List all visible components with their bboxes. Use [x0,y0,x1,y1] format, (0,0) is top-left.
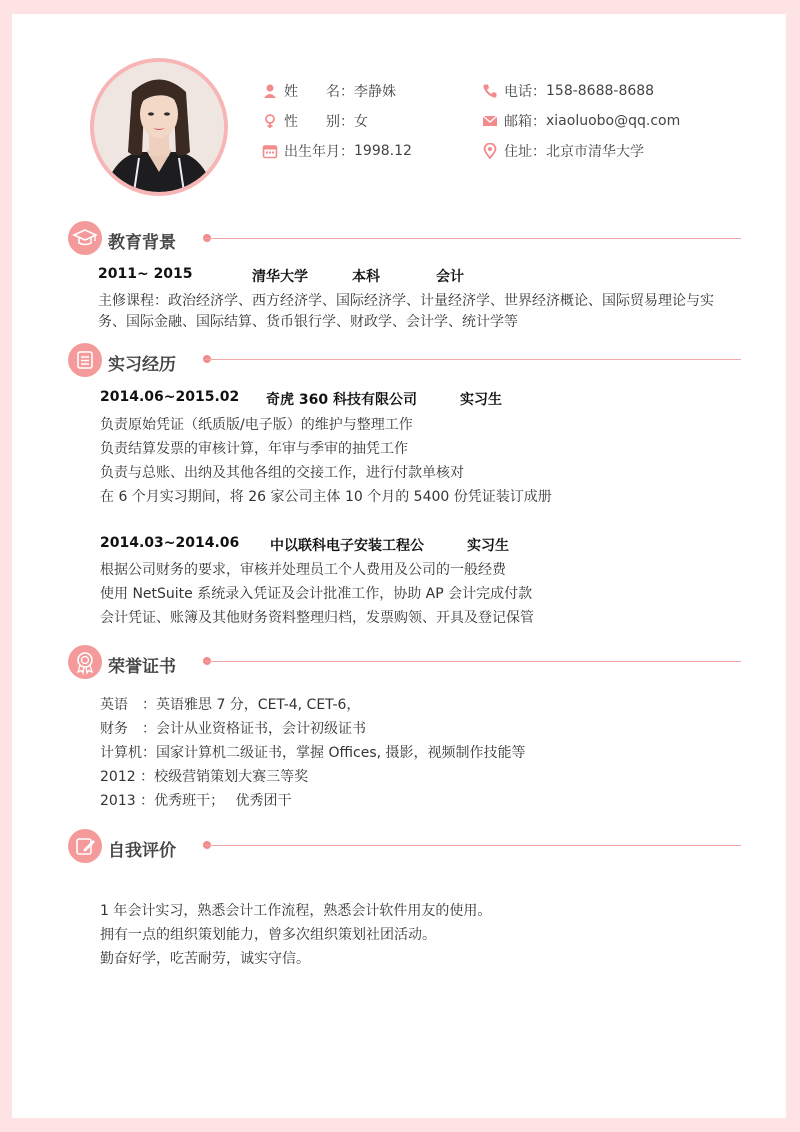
intern1-duty: 负责结算发票的审核计算，年审与季审的抽凭工作 [100,441,408,457]
birth-value: 1998.12 [354,143,412,159]
phone-label: 电话： [504,84,546,100]
honor-label: 计算机： [100,745,156,761]
gender-icon [262,113,278,129]
self-eval-line: 1 年会计实习，熟悉会计工作流程，熟悉会计软件用友的使用。 [100,903,492,919]
section-title-honors: 荣誉证书 [108,657,176,677]
birth-label: 出生年月： [284,144,354,160]
address-label: 住址： [504,144,546,160]
intern2-role: 实习生 [467,538,509,554]
intern2-period: 2014.03~2014.06 [100,535,240,551]
edit-icon [68,829,102,863]
honor-item [100,694,360,714]
self-eval-line: 勤奋好学，吃苦耐劳，诚实守信。 [100,951,310,967]
edu-major: 会计 [436,269,464,285]
name-row [262,81,396,101]
honor-label: 2013 ： [100,793,155,809]
phone-value: 158-8688-8688 [546,83,655,99]
intern1-role: 实习生 [460,392,502,408]
phone-row [482,81,654,101]
calendar-icon [262,143,278,159]
birth-row [262,141,412,161]
intern1-period: 2014.06~2015.02 [100,389,240,405]
section-title-education: 教育背景 [108,233,176,253]
intern1-duty: 负责原始凭证（纸质版/电子版）的维护与整理工作 [100,417,413,433]
honor-label: 财务 ： [100,721,156,737]
honor-item [100,718,366,738]
honor-text: 校级营销策划大赛三等奖 [154,769,309,785]
intern2-duty: 会计凭证、账簿及其他财务资料整理归档，发票购领、开具及登记保管 [100,610,534,626]
gender-row [262,111,368,131]
section-title-self: 自我评价 [108,841,176,861]
address-row [482,141,644,161]
email-label: 邮箱： [504,114,546,130]
honor-label: 2012 ： [100,769,155,785]
intern1-duty: 在 6 个月实习期间，将 26 家公司主体 10 个月的 5400 份凭证装订成册 [100,489,552,505]
section-divider [205,238,741,239]
name-label: 姓 名： [284,84,354,100]
location-icon [482,143,498,159]
honor-item [100,742,526,762]
graduation-cap-icon [68,221,102,255]
person-icon [262,83,278,99]
honor-item [100,766,308,786]
profile-photo [90,58,228,196]
intern1-duty: 负责与总账、出纳及其他各组的交接工作，进行付款单核对 [100,465,464,481]
mail-icon [482,113,498,129]
resume-page [12,14,786,1118]
section-divider [205,359,741,360]
email-value: xiaoluobo@qq.com [546,113,681,129]
edu-period: 2011~ 2015 [98,266,193,282]
edu-courses-line1: 主修课程：政治经济学、西方经济学、国际经济学、计量经济学、世界经济概论、国际贸易理论与实 [98,293,714,309]
self-eval-line: 拥有一点的组织策划能力，曾多次组织策划社团活动。 [100,927,436,943]
name-value: 李静姝 [354,84,396,100]
section-divider [205,661,741,662]
address-value: 北京市清华大学 [546,144,644,160]
honor-text: 国家计算机二级证书，掌握 Offices, 摄影，视频制作技能等 [156,745,526,761]
honor-label: 英语 ： [100,697,156,713]
medal-icon [68,645,102,679]
edu-courses-line2: 务、国际金融、国际结算、货币银行学、财政学、会计学、统计学等 [98,314,518,330]
gender-label: 性 别： [284,114,354,130]
phone-icon [482,83,498,99]
email-row [482,111,680,131]
section-title-internship: 实习经历 [108,355,176,375]
intern2-duty: 使用 NetSuite 系统录入凭证及会计批准工作，协助 AP 会计完成付款 [100,586,533,602]
honor-text: 会计从业资格证书，会计初级证书 [156,721,366,737]
honor-text: 英语雅思 7 分，CET-4, CET-6， [156,697,361,713]
intern2-company: 中以联科电子安装工程公 [270,538,424,554]
edu-degree: 本科 [352,269,380,285]
gender-value: 女 [354,114,368,130]
section-divider [205,845,741,846]
honor-text: 优秀班干； 优秀团干 [154,793,292,809]
intern2-duty: 根据公司财务的要求，审核并处理员工个人费用及公司的一般经费 [100,562,506,578]
intern1-company: 奇虎 360 科技有限公司 [266,392,417,408]
edu-school: 清华大学 [252,269,308,285]
honor-item [100,790,292,810]
list-icon [68,343,102,377]
